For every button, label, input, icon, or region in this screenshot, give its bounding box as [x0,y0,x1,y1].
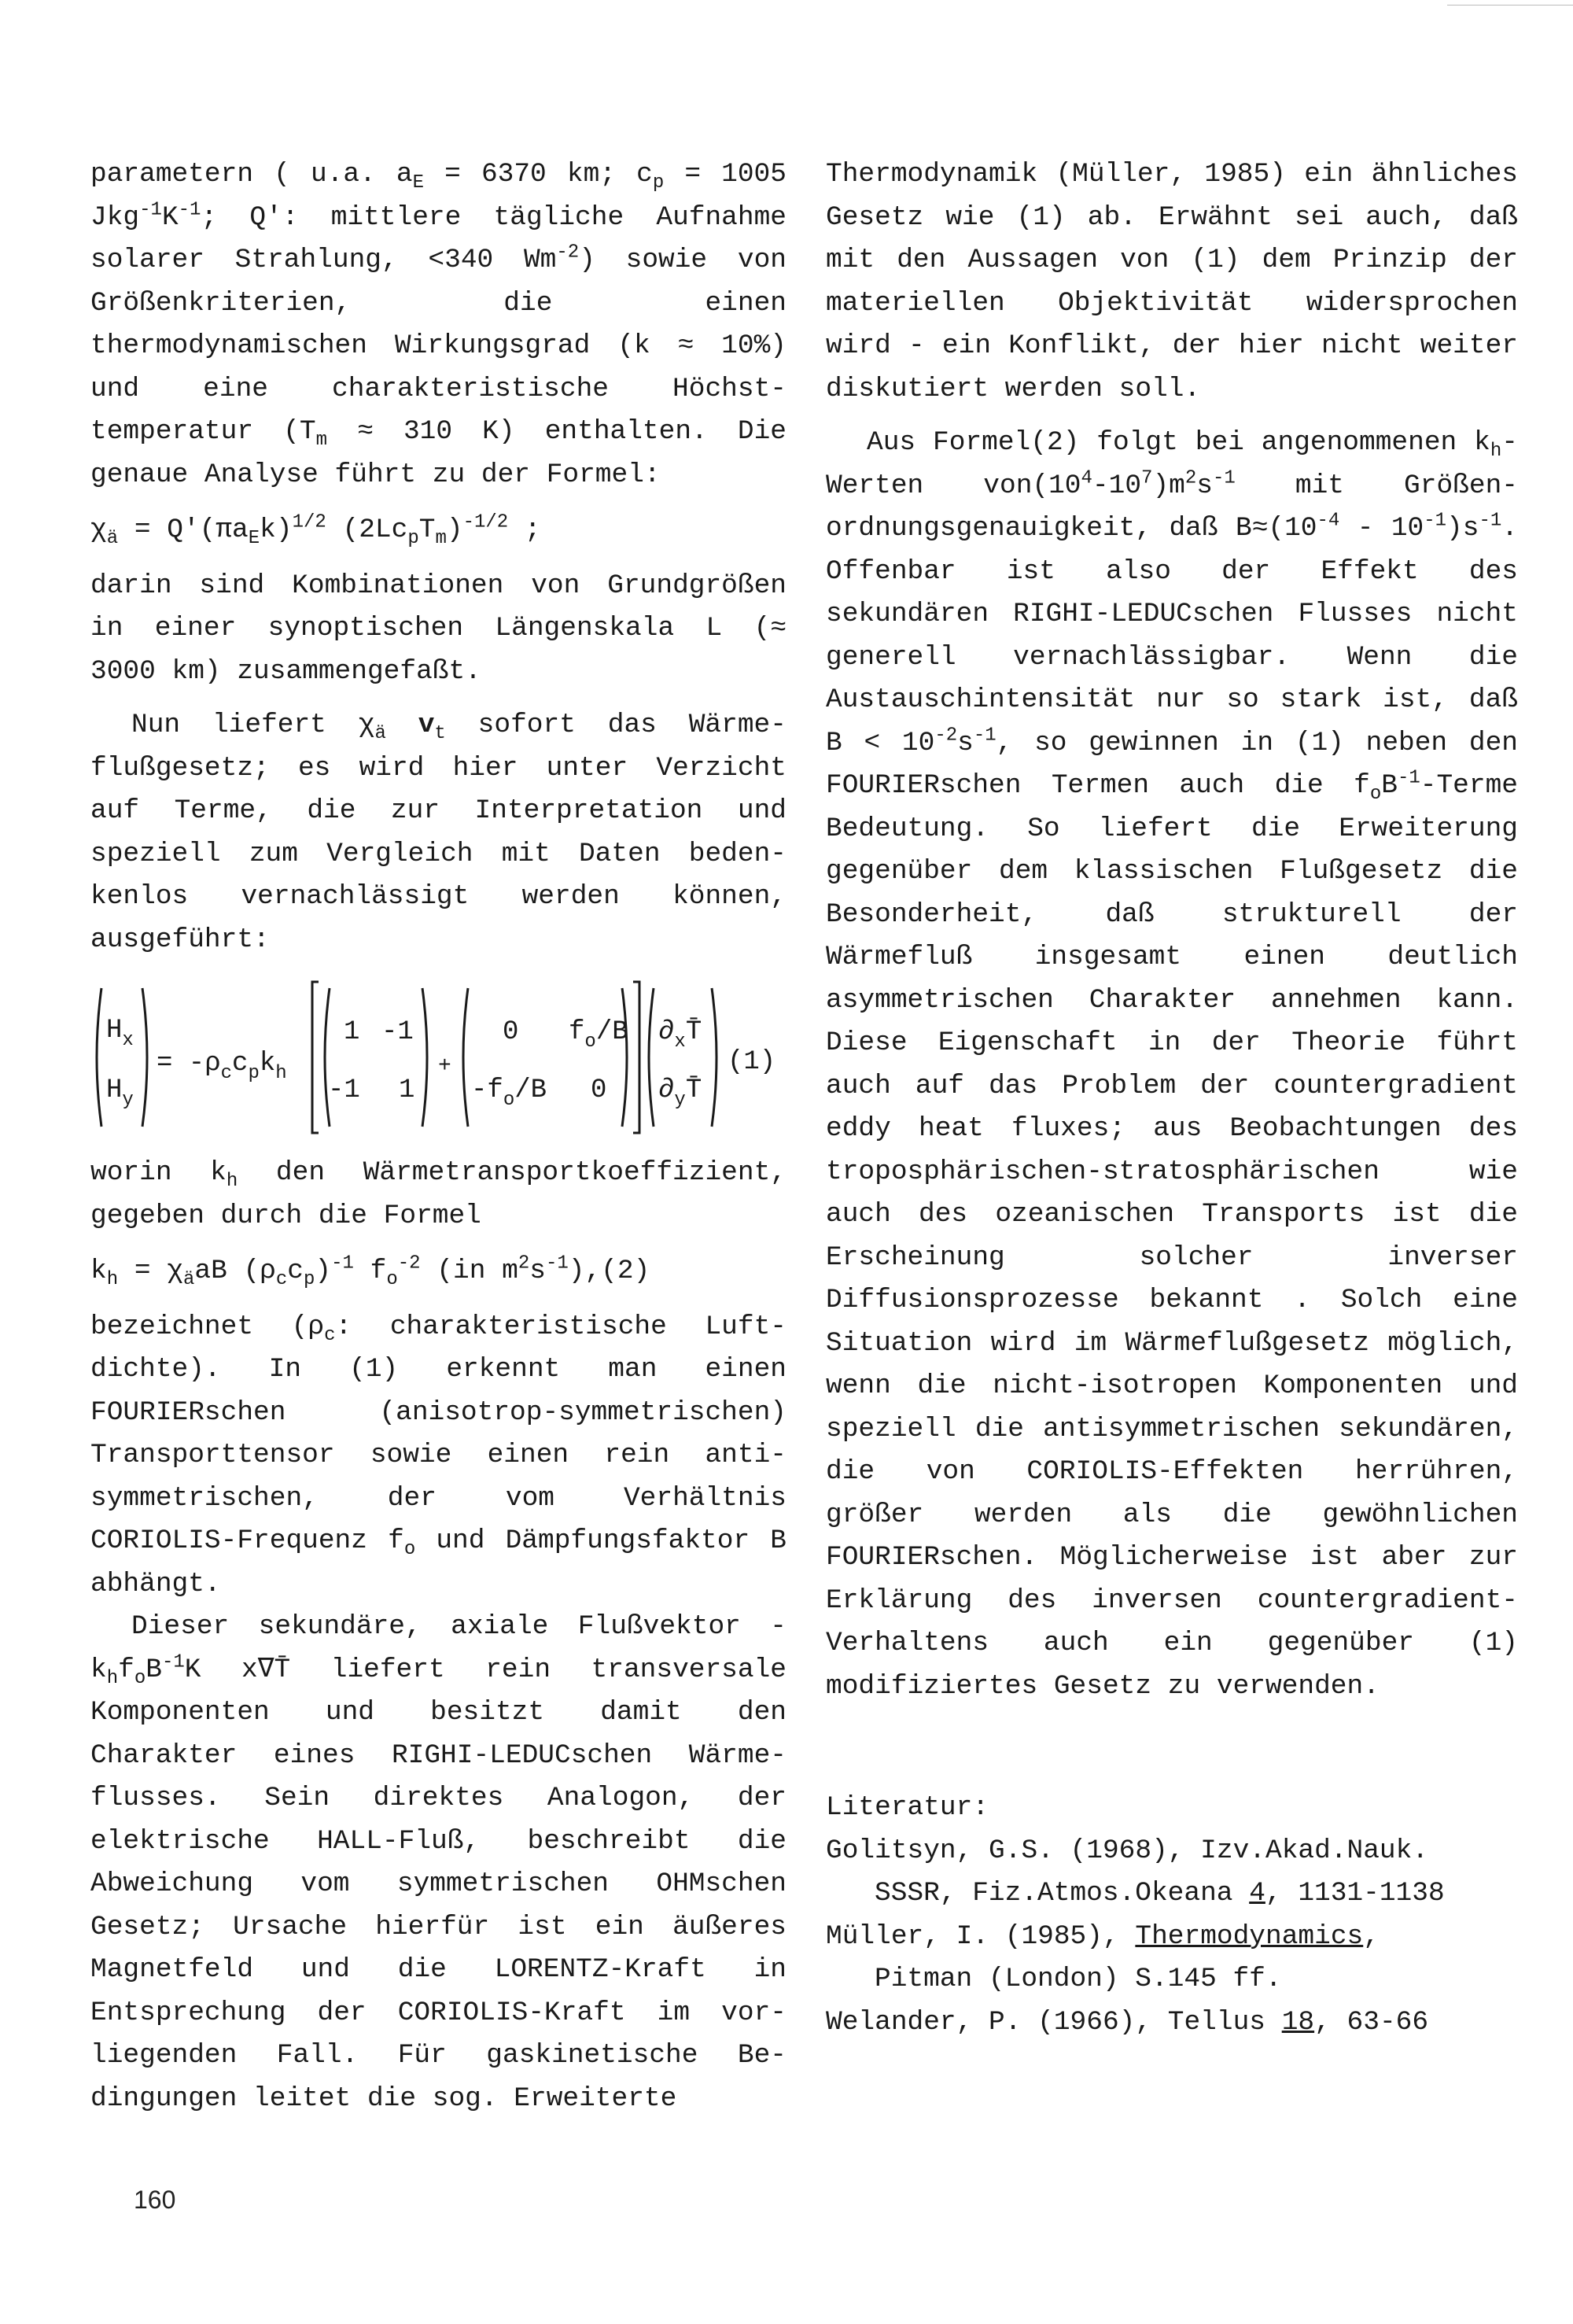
matrix-a-bracket-right [422,988,427,1127]
matrix-a-bracket-left [325,988,330,1127]
page-number: 160 [134,2186,176,2214]
left-paragraph-6: Dieser sekundäre, axiale Flußvektor - $k_hf_oB^{-1}K$ x∇T̄ liefert rein transversale Komponenten und besitzt damit den Charakter eines RIGHI-LEDUCschen Wärmeflusses. Sein direktes Analogon, der elektrische HALL-Fluß, beschreibt die Abweichung vom symmetrischen OHMschen Gesetz; Ursache hierfür ist ein äußeres Magnetfeld und die LORENTZ-Kraft in Entsprechung der CORIOLIS-Kraft im vorliegenden Fall. Für gaskinetische Bedingungen leitet die sog. Erweiterte [90,1611,786,2114]
matrix-b-bracket-left [463,988,468,1127]
hx: $H_x$ [106,1016,134,1051]
equation-factor: = $-\rho_cc_pk_h$ [157,1049,287,1084]
equation-label-1: (1) [728,1047,776,1077]
matrix-b-21: $-f_o/B$ [471,1075,547,1111]
matrix-a-12: -1 [381,1017,414,1047]
reference-item: Golitsyn, G.S. (1968), Izv.Akad.Nauk. SSSR, Fiz.Atmos.Okeana 4, 1131-1138 [826,1835,1445,1909]
matrix-equation-svg [90,979,786,1136]
left-paragraph-1: parametern ( u.a. $a_E = 6370$ km; $c_p = 1005$ $Jkg^{-1}K^{-1}$; Q': mittlere tägliche Aufnahme solarer Strahlung, <340 $Wm^{-2}$) sowie von Größenkriterien, die einen thermodynamischen Wirkungsgrad (k ≈ 10%) und eine charakteristische Höchsttemperatur ($T_m \approx 310$ K) enthalten. Die genaue Analyse führt zu der Formel: [90,159,786,490]
top-edge-line [1447,5,1573,6]
reference-item: Welander, P. (1966), Tellus 18, 63-66 [826,2006,1429,2038]
reference-item: Müller, I. (1985), Thermodynamics, Pitman (London) S.145 ff. [826,1920,1380,1994]
matrix-b-bracket-right [622,988,627,1127]
gradient-bracket-right [712,988,717,1127]
matrix-b-11: 0 [503,1017,519,1047]
right-paragraph-2: Aus Formel(2) folgt bei angenommenen $k_h$-Werten $von(10^4-10^7)m^2s^{-1}$ mit Größenordnungsgenauigkeit, daß $B\approx(10^{-4} - 10^{-1})s^{-1}$. Offenbar ist also der Effekt des sekundären RIGHI-LEDUCschen Flusses nicht generell vernachlässigbar. Wenn die Austauschintensität nur so stark ist, daß $B < 10^{-2}s^{-1}$, so gewinnen in (1) neben den FOURIERschen Termen auch die $f_oB^{-1}$-Terme Bedeutung. So liefert die Erweiterung gegenüber dem klassischen Flußgesetz die Besonderheit, daß strukturell der Wärmefluß insgesamt einen deutlich asymmetrischen Charakter annehmen kann. Diese Eigenschaft in der Theorie führt auch auf das Problem der countergradient eddy heat fluxes; aus Beobachtungen des troposphärischen-stratosphärischen wie auch des ozeanischen Transports ist die Erscheinung solcher inverser Diffusionsprozesse bekannt . Solch eine Situation wird im Wärmeflußgesetz möglich, wenn die nicht-isotropen Komponenten und speziell die antisymmetrischen sekundären, die von CORIOLIS-Effekten herrühren, größer werden als die gewöhnlichen FOURIERschen. Möglicherweise ist aber zur Erklärung des inversen countergradient-Verhaltens auch ein gegenüber (1) modifiziertes Gesetz zu verwenden. [826,427,1518,1702]
bracket-right-h [142,988,147,1127]
left-paragraph-2: darin sind Kombinationen von Grundgrößen in einer synoptischen Längenskala L (≈ 3000 km) zusammengefaßt. [90,570,786,687]
left-paragraph-4: worin $k_h$ den Wärmetransportkoeffizient, gegeben durch die Formel [90,1157,786,1231]
right-paragraph-1: Thermodynamik (Müller, 1985) ein ähnliches Gesetz wie (1) ab. Erwähnt sei auch, daß mit den Aussagen von (1) dem Prinzip der materiellen Objektivität widersprochen wird - ein Konflikt, der hier nicht weiter diskutiert werden soll. [826,159,1518,404]
formula-kh: $k_h = \chi_äaB$ $(\rho_cc_p)^{-1}$ $f_o^{-2}$ (in $m^2s^{-1}),(2)$ [90,1252,650,1290]
bracket-left-h [97,988,101,1127]
gradient-y: $\partial_yT̄$ [658,1075,702,1111]
left-paragraph-5: bezeichnet ($\rho_c$: charakteristische Luftdichte). In (1) erkennt man einen FOURIERschen (anisotrop-symmetrischen) Transporttensor sowie einen rein antisymmetrischen, der vom Verhältnis CORIOLIS-Frequenz $f_o$ und Dämpfungsfaktor B abhängt. [90,1311,786,1599]
formula-chi: $\chi_ä = Q'(\pi a_Ek)^{1/2}$ $(2Lc_pT_m)^{-1/2}$ ; [90,511,541,549]
plus-sign: + [438,1054,451,1079]
matrix-a-21: -1 [328,1075,360,1105]
matrix-a-11: 1 [344,1017,360,1047]
outer-bracket-left [312,982,319,1133]
matrix-b-12: $f_o/B$ [569,1017,628,1053]
gradient-x: $\partial_xT̄$ [658,1017,702,1053]
hy: $H_y$ [106,1075,134,1111]
outer-bracket-right [633,982,639,1133]
reference-list [826,1830,1518,2045]
gradient-bracket-left [649,988,654,1127]
matrix-equation-1 [90,979,786,1136]
right-column [826,153,1518,2044]
literature-heading: Literatur: [826,1792,989,1823]
matrix-b-22: 0 [591,1075,607,1105]
matrix-a-22: 1 [399,1075,415,1105]
left-column [90,153,786,2120]
left-paragraph-3: Nun liefert $\chi_ä$ $v_t$ sofort das Wärmeflußgesetz; es wird hier unter Verzicht auf Terme, die zur Interpretation und speziell zum Vergleich mit Daten bedenkenlos vernachlässigt werden können, ausgeführt: [90,710,786,955]
